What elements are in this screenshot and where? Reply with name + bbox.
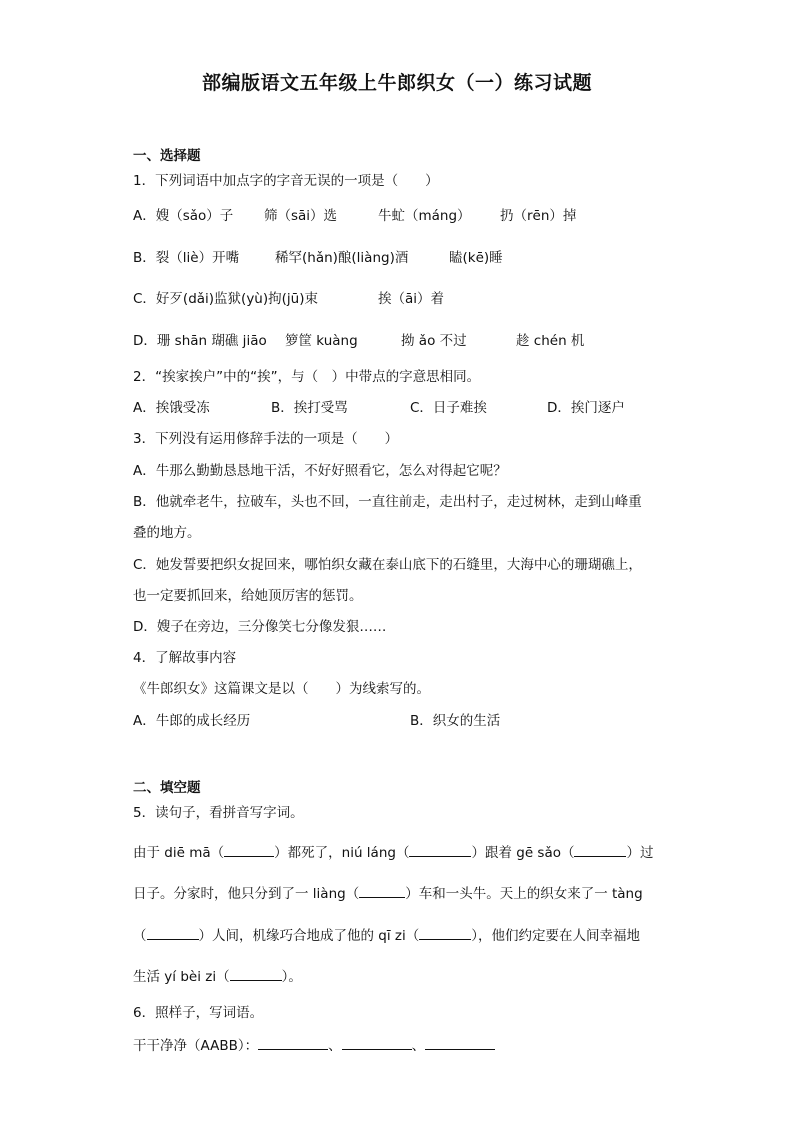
q5-text: 日子。分家时，他只分到了一 liàng（: [133, 886, 360, 902]
q5-text: ）过: [626, 845, 654, 861]
q5-text: 由于 diē mā（: [133, 845, 225, 861]
q1-option-b-2: 稀罕(hǎn)酿(liàng)酒: [275, 250, 409, 266]
q5-line-1: [133, 842, 653, 863]
answer-blank[interactable]: [409, 842, 471, 857]
q6-answer-line: [133, 1035, 495, 1056]
answer-blank[interactable]: [342, 1035, 412, 1050]
separator: 、: [411, 1038, 426, 1054]
answer-blank[interactable]: [147, 925, 199, 940]
q5-text: （: [133, 928, 147, 944]
q3-option-d: D．嫂子在旁边，三分像笑七分像发狠……: [133, 619, 387, 635]
q2-option-d: D．挨门逐户: [547, 400, 625, 416]
q2-option-b: B．挨打受骂: [271, 400, 348, 416]
answer-blank[interactable]: [419, 925, 471, 940]
q5-text: ）人间，机缘巧合地成了他的 qī zi（: [198, 928, 420, 944]
q5-line-2: [133, 883, 643, 904]
q1-option-a-2: 筛（sāi）选: [264, 208, 338, 224]
q5-text: ）都死了，niú láng（: [274, 845, 410, 861]
q1-option-d-4: 趁 chén 机: [516, 333, 585, 349]
page-title: 部编版语文五年级上牛郎织女（一）练习试题: [201, 72, 592, 94]
q3-option-c-line2: 也一定要抓回来，给她顶厉害的惩罚。: [133, 588, 363, 604]
q1-option-a-1: A．嫂（sǎo）子: [133, 208, 234, 224]
q3-option-b-line1: B．他就牵老牛，拉破车，头也不回，一直往前走，走出村子，走过树林，走到山峰重: [133, 494, 642, 510]
q1-option-a-3: 牛虻（máng）: [378, 208, 471, 224]
question-2-stem: 2．“挨家挨户”中的“挨”，与（ ）中带点的字意思相同。: [133, 369, 481, 385]
q5-text: ），他们约定要在人间幸福地: [471, 928, 640, 944]
q3-option-b-line2: 叠的地方。: [133, 525, 201, 541]
q4-option-a: A．牛郎的成长经历: [133, 713, 251, 729]
question-5-stem: 5．读句子，看拼音写字词。: [133, 805, 304, 821]
question-1-stem: 1．下列词语中加点字的字音无误的一项是（ ）: [133, 173, 439, 189]
answer-blank[interactable]: [224, 842, 274, 857]
q6-label: 干干净净（AABB）：: [133, 1038, 259, 1054]
q4-option-b: B．织女的生活: [410, 713, 501, 729]
question-4-stem: 4．了解故事内容: [133, 650, 237, 666]
q1-option-a-4: 扔（rēn）掉: [500, 208, 577, 224]
answer-blank[interactable]: [258, 1035, 328, 1050]
q1-option-d-3: 拗 ǎo 不过: [401, 333, 467, 349]
q1-option-c-1: C．好歹(dǎi)监狱(yù)拘(jū)束: [133, 291, 318, 307]
question-3-stem: 3．下列没有运用修辞手法的一项是（ ）: [133, 431, 399, 447]
q1-option-c-2: 挨（āi）着: [378, 291, 445, 307]
section-heading-choice: 一、选择题: [133, 148, 201, 164]
q2-option-c: C．日子难挨: [410, 400, 487, 416]
q1-option-b-1: B．裂（liè）开嘴: [133, 250, 240, 266]
q5-line-3: [133, 925, 640, 946]
question-4-sub: 《牛郎织女》这篇课文是以（ ）为线索写的。: [133, 681, 430, 697]
answer-blank[interactable]: [574, 842, 626, 857]
answer-blank[interactable]: [230, 966, 282, 981]
q1-option-b-3: 瞌(kē)睡: [449, 250, 503, 266]
question-6-stem: 6．照样子，写词语。: [133, 1005, 264, 1021]
q1-option-d-2: 箩筐 kuàng: [285, 333, 358, 349]
answer-blank[interactable]: [425, 1035, 495, 1050]
q2-option-a: A．挨饿受冻: [133, 400, 210, 416]
q3-option-c-line1: C．她发誓要把织女捉回来，哪怕织女藏在泰山底下的石缝里，大海中心的珊瑚礁上，: [133, 557, 642, 573]
answer-blank[interactable]: [359, 883, 405, 898]
q5-text: ）。: [281, 969, 302, 985]
q1-option-d-1: D．珊 shān 瑚礁 jiāo: [133, 333, 267, 349]
section-heading-fill: 二、填空题: [133, 780, 201, 796]
q3-option-a: A．牛那么勤勤恳恳地干活，不好好照看它，怎么对得起它呢？: [133, 463, 507, 479]
q5-text: ）车和一头牛。天上的织女来了一 tàng: [405, 886, 643, 902]
separator: 、: [328, 1038, 342, 1054]
q5-line-4: [133, 966, 302, 987]
q5-text: 生活 yí bèi zi（: [133, 969, 230, 985]
q5-text: ）跟着 gē sǎo（: [471, 845, 575, 861]
